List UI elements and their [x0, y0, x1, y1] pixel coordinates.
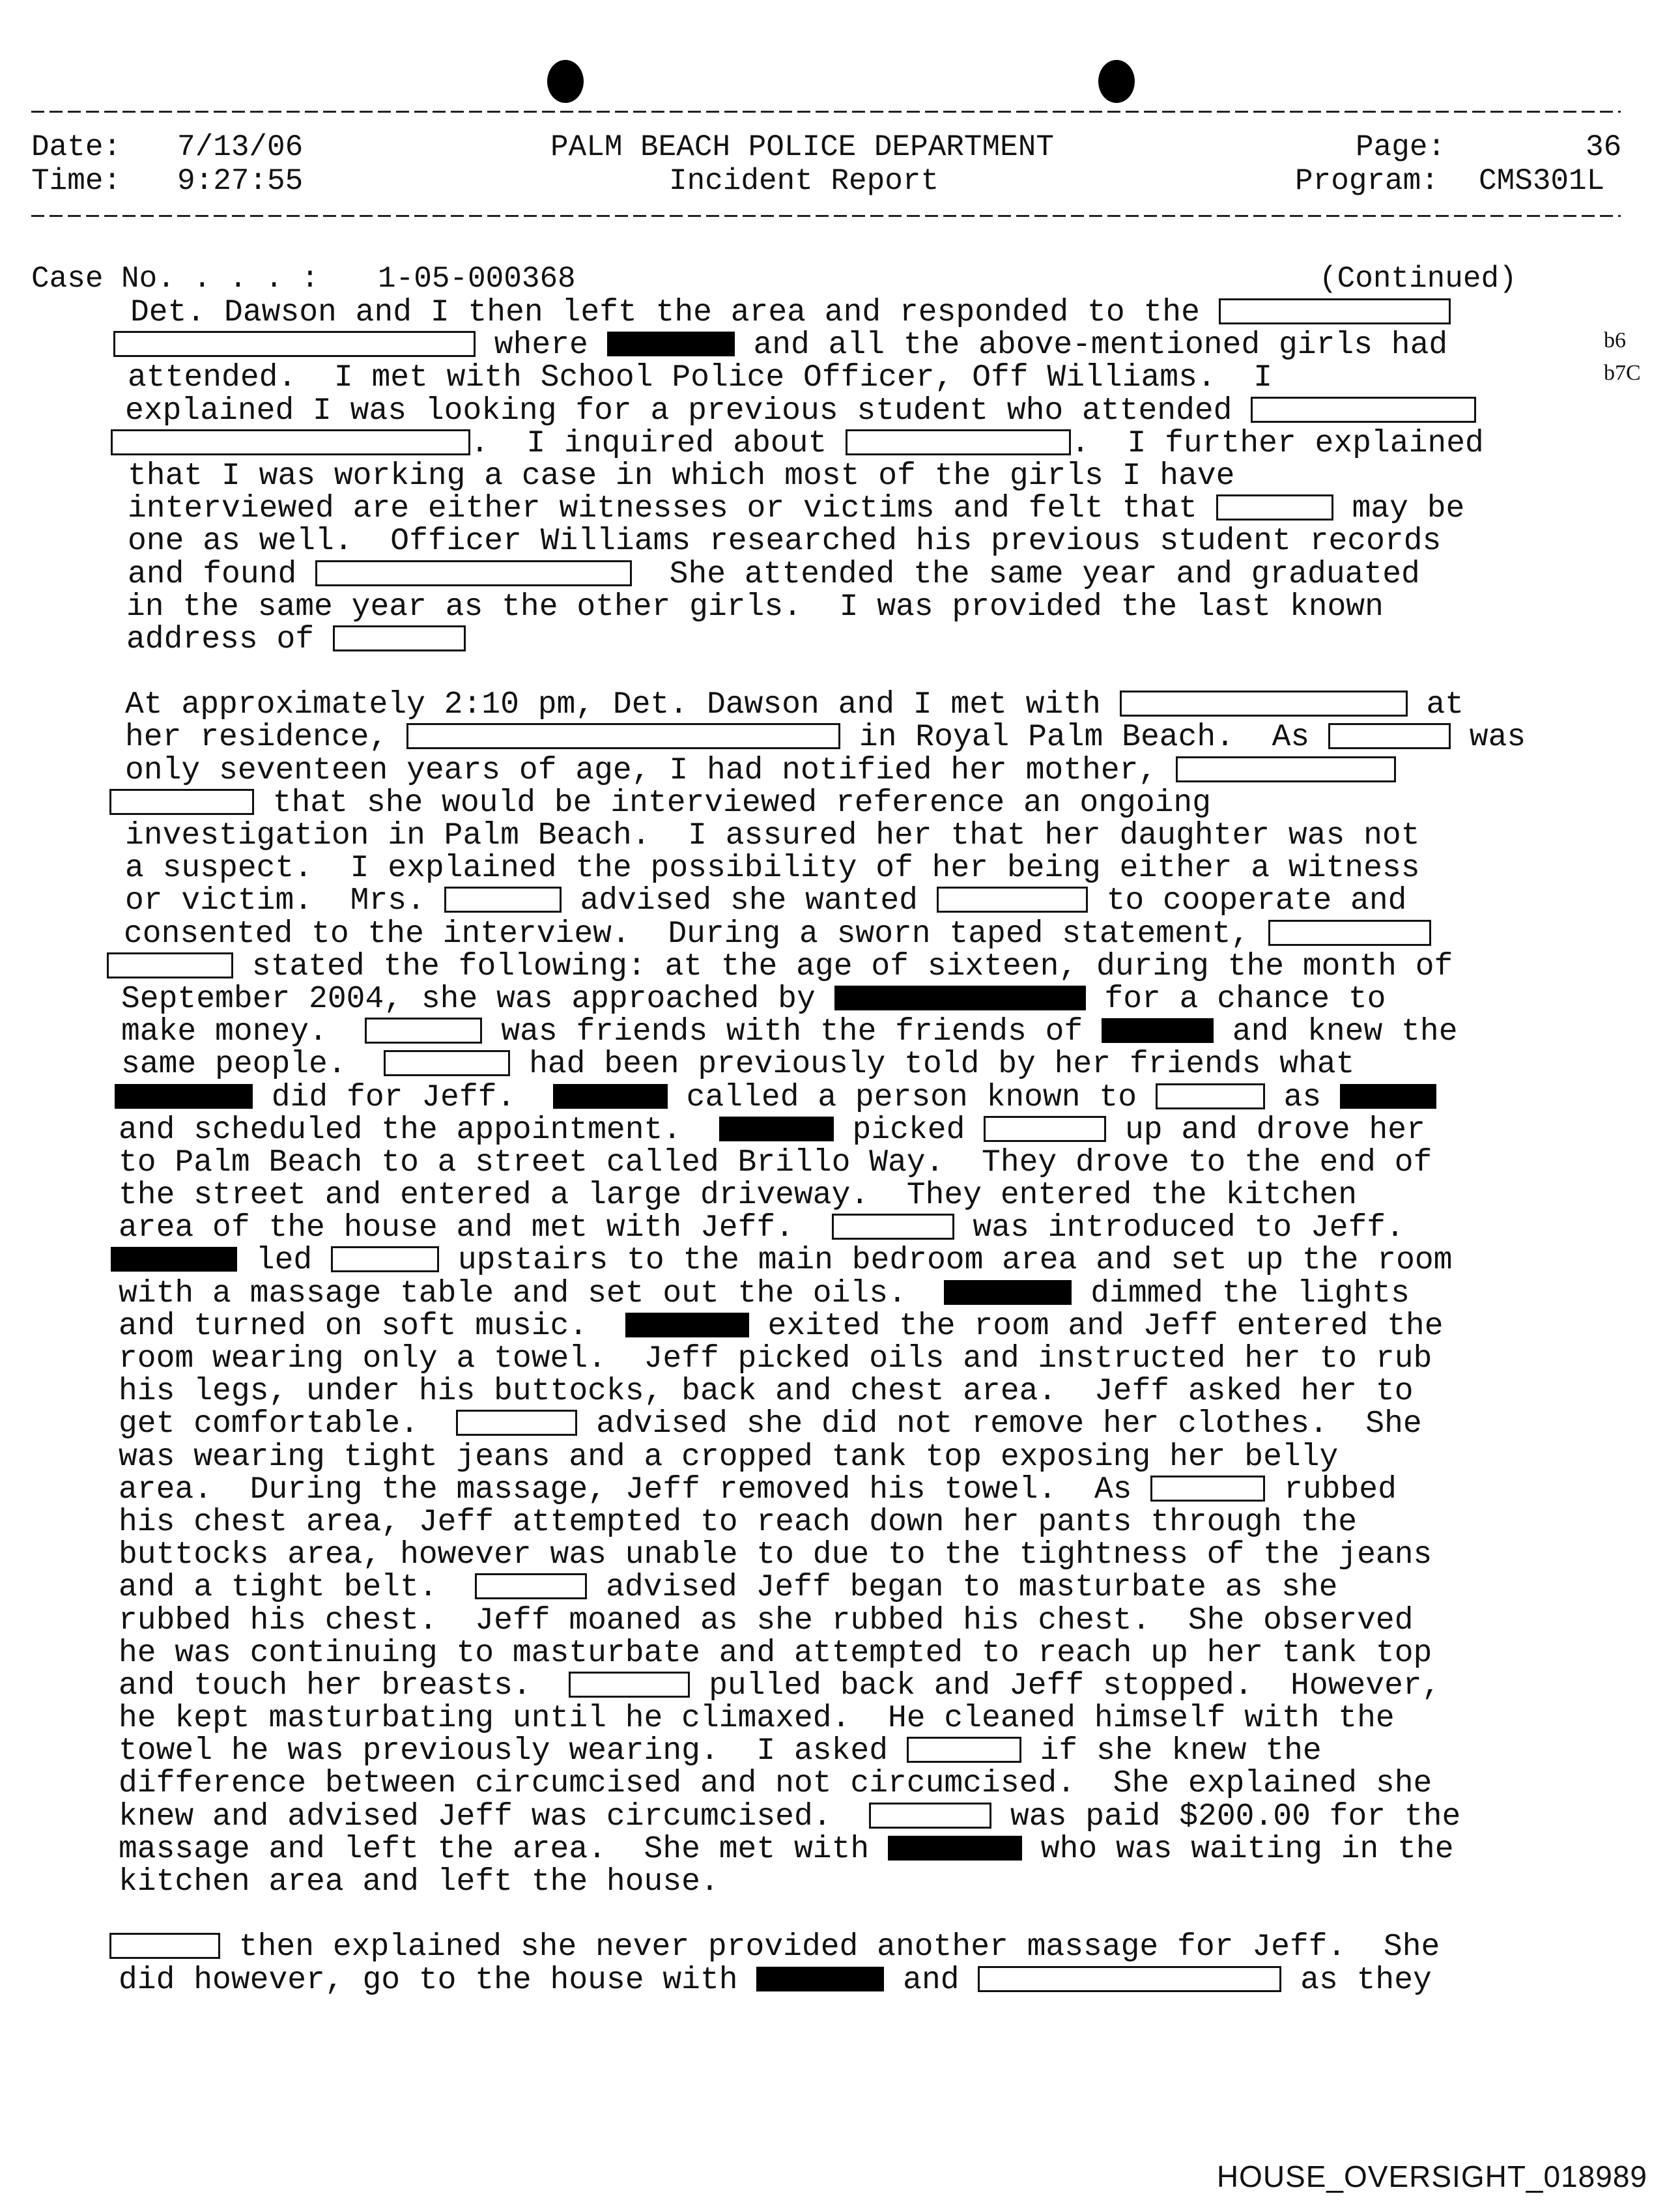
text-run: . I further explained — [1071, 425, 1484, 461]
text-run: only seventeen years of age, I had notified her mother, — [125, 752, 1176, 788]
text-run: led — [237, 1243, 332, 1279]
text-run: and all the above-mentioned girls had — [734, 328, 1448, 364]
text-run: where — [476, 328, 607, 364]
redaction-box — [109, 1933, 220, 1959]
redaction-box — [832, 1214, 954, 1240]
redaction-block — [834, 986, 1086, 1010]
redaction-block — [553, 1084, 668, 1109]
text-line — [125, 885, 1541, 917]
paragraph-gap — [121, 1898, 1541, 1931]
text-run: who was waiting in the — [1022, 1831, 1454, 1867]
text-run: may be — [1333, 491, 1465, 527]
exemption-b6: b6 — [1604, 328, 1626, 352]
redaction-block — [1102, 1018, 1214, 1043]
text-run: for a chance to — [1085, 981, 1386, 1017]
redaction-box — [846, 429, 1071, 455]
text-run: massage and left the area. She met with — [119, 1831, 888, 1867]
text-line — [125, 754, 1541, 787]
binder-hole-right — [1098, 60, 1135, 103]
redaction-box — [456, 1410, 577, 1436]
text-run: up and drove her — [1106, 1112, 1425, 1148]
text-run: was paid $200.00 for the — [991, 1799, 1461, 1834]
text-line — [125, 721, 1541, 754]
redaction-box — [1150, 1476, 1265, 1502]
text-line: was wearing tight jeans and a cropped tank top exposing her belly — [119, 1439, 1339, 1475]
text-run: to cooperate and — [1087, 883, 1407, 919]
text-run: exited the room and Jeff entered the — [748, 1308, 1444, 1344]
redaction-box — [315, 560, 632, 586]
text-line — [109, 1931, 1541, 1963]
redaction-box — [444, 887, 562, 913]
page-label: Page: — [1356, 130, 1446, 164]
program-value: CMS301L — [1479, 164, 1605, 198]
text-run: She attended the same year and graduated — [632, 556, 1420, 592]
text-line: rubbed his chest. Jeff moaned as she rubbed his chest. She observed — [119, 1603, 1414, 1638]
redaction-box — [937, 887, 1088, 913]
continued-note: (Continued) — [1319, 262, 1517, 296]
date-label: Date: — [31, 130, 122, 164]
text-run: towel he was previously wearing. I asked — [119, 1733, 907, 1769]
text-run: did however, go to the house with — [119, 1962, 757, 1998]
redaction-block — [111, 1247, 237, 1272]
text-line — [128, 492, 1541, 525]
report-type: Incident Report — [669, 164, 939, 198]
text-run: called a person known to — [667, 1079, 1156, 1115]
text-line — [125, 395, 1541, 427]
text-line — [119, 1833, 1541, 1866]
redaction-box — [113, 331, 476, 357]
redaction-box — [1156, 1083, 1265, 1109]
text-line: one as well. Officer Williams researched his previous student records — [128, 524, 1442, 560]
text-run: knew and advised Jeff was circumcised. — [119, 1799, 870, 1834]
text-line — [128, 558, 1541, 591]
text-run: stated the following: at the age of sixteen, during the month of — [233, 949, 1453, 984]
redaction-box — [1219, 298, 1451, 324]
text-line — [119, 1670, 1541, 1702]
text-line: that I was working a case in which most of the girls I have — [128, 458, 1235, 494]
text-run: consented to the interview. During a sworn taped statement, — [124, 916, 1269, 952]
header-rule-top — [31, 111, 1621, 113]
text-run: get comfortable. — [119, 1406, 457, 1442]
case-label: Case No. . . . : — [31, 262, 319, 296]
text-line: to Palm Beach to a street called Brillo Way. They drove to the end of — [119, 1145, 1432, 1180]
text-run: dimmed the lights — [1072, 1276, 1410, 1311]
text-run: pulled back and Jeff stopped. However, — [690, 1668, 1441, 1704]
text-run: and touch her breasts. — [119, 1668, 569, 1704]
text-line — [119, 1212, 1541, 1244]
redaction-box — [365, 1018, 482, 1044]
text-line — [119, 1964, 1541, 1997]
redaction-block — [944, 1280, 1072, 1305]
text-line — [119, 1571, 1541, 1604]
text-run: advised she did not remove her clothes. She — [577, 1406, 1422, 1442]
text-line: attended. I met with School Police Officer, Off Williams. I — [128, 360, 1273, 396]
redaction-block — [607, 332, 735, 356]
text-run: address of — [126, 621, 333, 657]
text-run: was — [1451, 720, 1526, 756]
text-run: explained I was looking for a previous student who attended — [125, 393, 1251, 429]
text-run: and a tight belt. — [119, 1570, 476, 1606]
text-run: advised she wanted — [561, 883, 937, 919]
text-line: investigation in Palm Beach. I assured her that her daughter was not — [125, 818, 1420, 853]
text-line: he was continuing to masturbate and attempted to reach up her tank top — [119, 1635, 1432, 1671]
text-run: interviewed are either witnesses or victims and felt that — [128, 491, 1216, 527]
text-run: and scheduled the appointment. — [119, 1112, 719, 1148]
redaction-box — [109, 789, 254, 815]
text-run: . I inquired about — [470, 425, 846, 461]
text-run: that she would be interviewed reference an ongoing — [254, 785, 1212, 821]
redaction-box — [1176, 756, 1396, 782]
text-run: was introduced to Jeff. — [954, 1210, 1404, 1246]
text-line: he kept masturbating until he climaxed. He cleaned himself with the — [119, 1701, 1395, 1737]
exemption-b7c: b7C — [1604, 361, 1641, 385]
text-line — [121, 983, 1541, 1016]
redaction-box — [978, 1966, 1281, 1992]
text-line: buttocks area, however was unable to due to the tightness of the jeans — [119, 1537, 1432, 1573]
program-label: Program: — [1295, 164, 1439, 198]
text-line: a suspect. I explained the possibility of her being either a witness — [125, 851, 1420, 887]
text-run: if she knew the — [1021, 1733, 1322, 1769]
text-run: At approximately 2:10 pm, Det. Dawson and I met with — [125, 687, 1120, 723]
redaction-box — [1120, 691, 1408, 717]
report-narrative — [121, 296, 1541, 1997]
text-run: area of the house and met with Jeff. — [119, 1210, 832, 1246]
text-line — [130, 296, 1541, 329]
text-run: then explained she never provided another massage for Jeff. She — [220, 1930, 1440, 1965]
text-run: as they — [1281, 1962, 1432, 1998]
redaction-box — [1268, 920, 1431, 946]
text-run: and — [884, 1962, 978, 1998]
binder-hole-left — [547, 60, 584, 103]
text-line — [121, 1016, 1541, 1048]
text-run: or victim. Mrs. — [125, 883, 444, 919]
text-run: had been previously told by her friends what — [510, 1047, 1355, 1083]
text-line — [109, 787, 1541, 820]
text-run: area. During the massage, Jeff removed his towel. As — [119, 1472, 1151, 1507]
paragraph-gap — [121, 656, 1541, 689]
redaction-box — [331, 1246, 439, 1272]
text-line: difference between circumcised and not circumcised. She explained she — [119, 1766, 1432, 1802]
text-run: in Royal Palm Beach. As — [840, 720, 1328, 756]
text-line — [119, 1408, 1541, 1440]
text-line — [119, 1114, 1541, 1147]
text-run: was friends with the friends of — [482, 1014, 1102, 1050]
redaction-box — [406, 723, 840, 749]
text-run: September 2004, she was approached by — [121, 981, 834, 1017]
text-line: in the same year as the other girls. I was provided the last known — [126, 589, 1384, 625]
redaction-box — [107, 952, 233, 978]
text-line — [119, 1474, 1541, 1506]
redaction-box — [1328, 723, 1451, 749]
text-run: with a massage table and set out the oils. — [119, 1276, 945, 1311]
redaction-block — [888, 1836, 1022, 1861]
text-line — [125, 689, 1541, 721]
redaction-box — [907, 1737, 1021, 1763]
header-rule-bottom — [31, 215, 1621, 218]
redaction-box — [111, 429, 470, 455]
date-value: 7/13/06 — [177, 130, 304, 164]
case-number: 1-05-000368 — [378, 262, 576, 296]
bates-number: HOUSE_OVERSIGHT_018989 — [1216, 2160, 1647, 2193]
text-line — [113, 329, 1541, 362]
text-run: rubbed — [1265, 1472, 1397, 1507]
text-line — [126, 623, 1541, 656]
department-name: PALM BEACH POLICE DEPARTMENT — [550, 130, 1054, 164]
text-line — [107, 950, 1541, 983]
text-line — [119, 1277, 1541, 1310]
text-line — [119, 1735, 1541, 1767]
redaction-box — [1216, 494, 1333, 521]
text-run: picked — [833, 1112, 984, 1148]
text-run: upstairs to the main bedroom area and set up the room — [439, 1243, 1453, 1279]
redaction-block — [115, 1084, 253, 1109]
text-line — [111, 427, 1541, 460]
text-line — [119, 1310, 1541, 1343]
text-run: as — [1264, 1079, 1341, 1115]
redaction-block — [719, 1117, 834, 1141]
text-line: his chest area, Jeff attempted to reach down her pants through the — [119, 1504, 1358, 1540]
text-run: advised Jeff began to masturbate as she — [587, 1570, 1338, 1606]
text-run: at — [1407, 687, 1464, 723]
redaction-box — [569, 1672, 690, 1698]
text-line: the street and entered a large driveway. They entered the kitchen — [119, 1178, 1358, 1214]
time-label: Time: — [31, 164, 122, 198]
text-line: his legs, under his buttocks, back and chest area. Jeff asked her to — [119, 1374, 1414, 1410]
text-run: and knew the — [1214, 1014, 1458, 1050]
redaction-block — [625, 1313, 749, 1337]
text-run: and found — [128, 556, 316, 592]
redaction-box — [475, 1573, 587, 1599]
text-line — [119, 1801, 1541, 1833]
text-line: room wearing only a towel. Jeff picked oils and instructed her to rub — [119, 1341, 1432, 1377]
text-run: make money. — [121, 1014, 365, 1050]
text-run: did for Jeff. — [253, 1079, 553, 1115]
redaction-block — [1340, 1084, 1436, 1109]
redaction-box — [384, 1050, 510, 1076]
text-line — [124, 918, 1541, 950]
text-line: kitchen area and left the house. — [119, 1864, 719, 1900]
redaction-box — [333, 625, 466, 651]
redaction-block — [756, 1967, 884, 1991]
time-value: 9:27:55 — [177, 164, 304, 198]
text-line — [111, 1244, 1541, 1277]
redaction-box — [1251, 397, 1476, 423]
page-number: 36 — [1586, 130, 1622, 164]
redaction-box — [869, 1803, 991, 1829]
text-line — [121, 1048, 1541, 1081]
text-run: her residence, — [125, 720, 407, 756]
text-run: Det. Dawson and I then left the area and responded to the — [130, 295, 1219, 330]
text-line — [115, 1081, 1541, 1114]
text-run: same people. — [121, 1047, 384, 1083]
text-run: and turned on soft music. — [119, 1308, 625, 1344]
redaction-box — [984, 1116, 1106, 1142]
